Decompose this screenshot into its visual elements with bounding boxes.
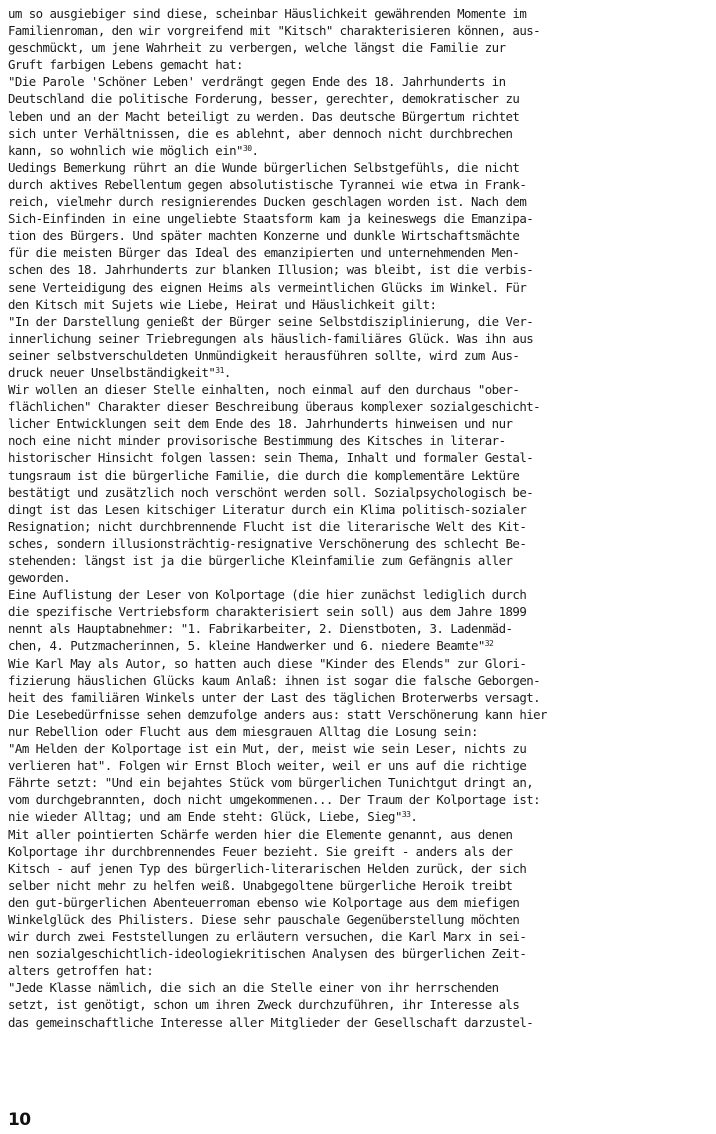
line-text: druck neuer Unselbständigkeit" — [8, 364, 216, 380]
text-line — [8, 484, 706, 501]
line-text: für die meisten Bürger das Ideal des emanzipierten und unternehmenden Men- — [8, 245, 520, 261]
text-line — [8, 637, 706, 654]
line-text: Die Lesebedürfnisse sehen demzufolge anders aus: statt Verschönerung kann hier — [8, 706, 547, 722]
text-line — [8, 740, 706, 757]
text-line — [8, 620, 706, 637]
text-line — [8, 125, 706, 142]
line-text: reich, vielmehr durch resignierendes Ducken geschlagen worden ist. Nach dem — [8, 194, 527, 210]
text-line: kann, so wohnlich wie möglich ein"$^{30}$. — [8, 142, 259, 158]
line-text: wir durch zwei Feststellungen zu erläutern versuchen, die Karl Marx in sei- — [8, 929, 527, 945]
line-text: Fährte setzt: "Und ein bejahtes Stück vom bürgerlichen Tunichtgut dringt an, — [8, 775, 534, 791]
footnote-marker: 33 — [401, 810, 411, 820]
line-text: Deutschland die politische Forderung, besser, gerechter, demokratischer zu — [8, 91, 520, 107]
text-line — [8, 108, 706, 125]
line-text: vom durchgebrannten, doch nicht umgekommenen... Der Traum der Kolportage ist: — [8, 792, 541, 808]
line-text: das gemeinschaftliche Interesse aller Mitglieder der Gesellschaft darzustel- — [8, 1014, 534, 1030]
line-text: sich unter Verhältnissen, die es ablehnt, aber dennoch nicht durchbrechen — [8, 125, 513, 141]
text-line — [8, 210, 706, 227]
text-line — [8, 518, 706, 535]
line-text: Familienroman, den wir vorgreifend mit "Kitsch" charakterisieren können, aus- — [8, 23, 541, 39]
text-line — [8, 689, 706, 706]
text-line: druck neuer Unselbständigkeit"$^{31}$. — [8, 364, 231, 380]
line-text: schen des 18. Jahrhunderts zur blanken Illusion; was bleibt, ist die verbis- — [8, 262, 534, 278]
page-number: 10 — [8, 1110, 31, 1130]
line-text: bestätigt und zusätzlich noch verschönt werden soll. Sozialpsychologisch be- — [8, 484, 534, 500]
line-text: verlieren hat". Folgen wir Ernst Bloch weiter, weil er uns auf die richtige — [8, 758, 527, 774]
line-text: kann, so wohnlich wie möglich ein" — [8, 142, 243, 158]
line-text: heit des familiären Winkels unter der Last des täglichen Broterwerbs versagt. — [8, 689, 541, 705]
text-line — [8, 860, 706, 877]
text-line — [8, 996, 706, 1013]
text-line — [8, 962, 706, 979]
line-text: Wie Karl May als Autor, so hatten auch diese "Kinder des Elends" zur Glori- — [8, 655, 527, 671]
line-text: "Am Helden der Kolportage ist ein Mut, der, meist wie sein Leser, nichts zu — [8, 741, 527, 757]
line-text: geschmückt, um jene Wahrheit zu verbergen, welche längst die Familie zur — [8, 40, 506, 56]
text-line — [8, 979, 706, 996]
text-line — [8, 398, 706, 415]
line-text: Uedings Bemerkung rührt an die Wunde bürgerlichen Selbstgefühls, die nicht — [8, 159, 520, 175]
text-line — [8, 877, 706, 894]
line-text: "In der Darstellung genießt der Bürger seine Selbstdisziplinierung, die Ver- — [8, 313, 534, 329]
text-line — [8, 415, 706, 432]
text-line — [8, 826, 706, 843]
line-text: nur Rebellion oder Flucht aus dem miesgrauen Alltag die Losung sein: — [8, 723, 478, 739]
line-text: selber nicht mehr zu helfen weiß. Unabgegoltene bürgerliche Heroik treibt — [8, 877, 513, 893]
line-text: Resignation; nicht durchbrennende Flucht ist die literarische Welt des Kit- — [8, 518, 527, 534]
line-text: dingt ist das Lesen kitschiger Literatur durch ein Klima politisch-sozialer — [8, 501, 527, 517]
line-text: den gut-bürgerlichen Abenteuerroman ebenso wie Kolportage aus dem miefigen — [8, 894, 520, 910]
text-line — [8, 56, 706, 73]
body-text — [8, 5, 706, 1031]
text-line — [8, 39, 706, 56]
line-text: stehenden: längst ist ja die bürgerliche Kleinfamilie zum Gefängnis aller — [8, 553, 513, 568]
text-line — [8, 569, 706, 586]
line-text: Winkelglück des Philisters. Diese sehr pauschale Gegenüberstellung möchten — [8, 911, 520, 927]
text-line — [8, 176, 706, 193]
footnote-marker: 32 — [484, 639, 494, 649]
text-line — [8, 467, 706, 484]
text-line — [8, 313, 706, 330]
line-text: um so ausgiebiger sind diese, scheinbar Häuslichkeit gewährenden Momente im — [8, 6, 527, 21]
line-text: innerlichung seiner Triebregungen als häuslich-familiäres Glück. Was ihn aus — [8, 330, 534, 346]
line-text: setzt, ist genötigt, schon um ihren Zweck durchzuführen, ihr Interesse als — [8, 997, 520, 1013]
text-line — [8, 535, 706, 552]
line-text: tion des Bürgers. Und später machten Konzerne und dunkle Wirtschaftsmächte — [8, 228, 520, 244]
line-text: noch eine nicht minder provisorische Bestimmung des Kitsches in literar- — [8, 433, 506, 449]
text-line — [8, 22, 706, 39]
text-line — [8, 193, 706, 210]
line-text: nen sozialgeschichtlich-ideologiekritischen Analysen des bürgerlichen Zeit- — [8, 946, 527, 962]
text-line — [8, 159, 706, 176]
line-text: Sich-Einfinden in eine ungeliebte Staatsform kam ja keineswegs die Emanzipa- — [8, 211, 534, 227]
text-line — [8, 552, 706, 569]
footnote-marker: 31 — [215, 365, 224, 375]
text-line — [8, 603, 706, 620]
line-text: durch aktives Rebellentum gegen absolutistische Tyrannei wie etwa in Frank- — [8, 176, 527, 192]
line-text: sene Verteidigung des eignen Heims als vermeintlichen Glücks im Winkel. Für — [8, 279, 527, 295]
text-line — [8, 928, 706, 945]
text-line — [8, 347, 706, 364]
text-line — [8, 757, 706, 774]
text-line — [8, 432, 706, 449]
text-line: nie wieder Alltag; und am Ende steht: Glück, Liebe, Sieg"$^{33}$. — [8, 809, 418, 825]
text-line — [8, 5, 706, 22]
text-line — [8, 90, 706, 107]
line-text: Eine Auflistung der Leser von Kolportage (die hier zunächst lediglich durch — [8, 587, 527, 603]
footnote-marker: 30 — [242, 143, 252, 153]
text-line — [8, 706, 706, 723]
line-text: Mit aller pointierten Schärfe werden hier die Elemente genannt, aus denen — [8, 826, 513, 842]
text-line — [8, 244, 706, 261]
line-text: Kitsch - auf jenen Typ des bürgerlich-literarischen Helden zurück, der sich — [8, 860, 527, 876]
text-line — [8, 774, 706, 791]
text-line — [8, 1014, 706, 1031]
line-text: Gruft farbigen Lebens gemacht hat: — [8, 57, 243, 73]
line-text: geworden. — [8, 570, 71, 586]
text-line — [8, 330, 706, 347]
line-text: nennt als Hauptabnehmer: "1. Fabrikarbeiter, 2. Dienstboten, 3. Ladenmäd- — [8, 621, 513, 637]
text-line — [8, 672, 706, 689]
text-line — [8, 381, 706, 398]
line-text: sches, sondern illusionsträchtig-resignative Verschönerung des schlecht Be- — [8, 535, 527, 551]
text-line — [8, 449, 706, 466]
line-text: tungsraum ist die bürgerliche Familie, die durch die komplementäre Lektüre — [8, 467, 520, 483]
text-line — [8, 945, 706, 962]
text-line — [8, 261, 706, 278]
text-line — [8, 227, 706, 244]
line-text: den Kitsch mit Sujets wie Liebe, Heirat und Häuslichkeit gilt: — [8, 296, 437, 312]
text-line — [8, 723, 706, 740]
text-line — [8, 655, 706, 672]
line-text: chen, 4. Putzmacherinnen, 5. kleine Handwerker und 6. niedere Beamte" — [8, 638, 485, 654]
line-text: alters getroffen hat: — [8, 963, 154, 979]
line-text: seiner selbstverschuldeten Unmündigkeit herausführen sollte, wird zum Aus- — [8, 347, 520, 363]
text-line — [8, 843, 706, 860]
line-text: nie wieder Alltag; und am Ende steht: Glück, Liebe, Sieg" — [8, 809, 402, 825]
text-line — [8, 586, 706, 603]
line-text: "Jede Klasse nämlich, die sich an die Stelle einer von ihr herrschenden — [8, 980, 499, 996]
text-line — [8, 279, 706, 296]
line-text: Wir wollen an dieser Stelle einhalten, noch einmal auf den durchaus "ober- — [8, 382, 520, 398]
text-line — [8, 296, 706, 313]
line-text: Kolportage ihr durchbrennendes Feuer bezieht. Sie greift - anders als der — [8, 843, 513, 859]
line-text: leben und an der Macht beteiligt zu werden. Das deutsche Bürgertum richtet — [8, 108, 520, 124]
line-text: historischer Hinsicht folgen lassen: sein Thema, Inhalt und formaler Gestal- — [8, 450, 534, 466]
text-line — [8, 73, 706, 90]
line-text: die spezifische Vertriebsform charakterisiert sein soll) aus dem Jahre 1899 — [8, 604, 527, 620]
line-text: licher Entwicklungen seit dem Ende des 18. Jahrhunderts hinweisen und nur — [8, 416, 513, 432]
line-text: flächlichen" Charakter dieser Beschreibung überaus komplexer sozialgeschicht- — [8, 399, 541, 415]
line-text: "Die Parole 'Schöner Leben' verdrängt gegen Ende des 18. Jahrhunderts in — [8, 74, 506, 90]
text-line — [8, 791, 706, 808]
text-line — [8, 501, 706, 518]
text-line — [8, 894, 706, 911]
text-line — [8, 911, 706, 928]
line-text: fizierung häuslichen Glücks kaum Anlaß: ihnen ist sogar die falsche Geborgen- — [8, 672, 541, 688]
